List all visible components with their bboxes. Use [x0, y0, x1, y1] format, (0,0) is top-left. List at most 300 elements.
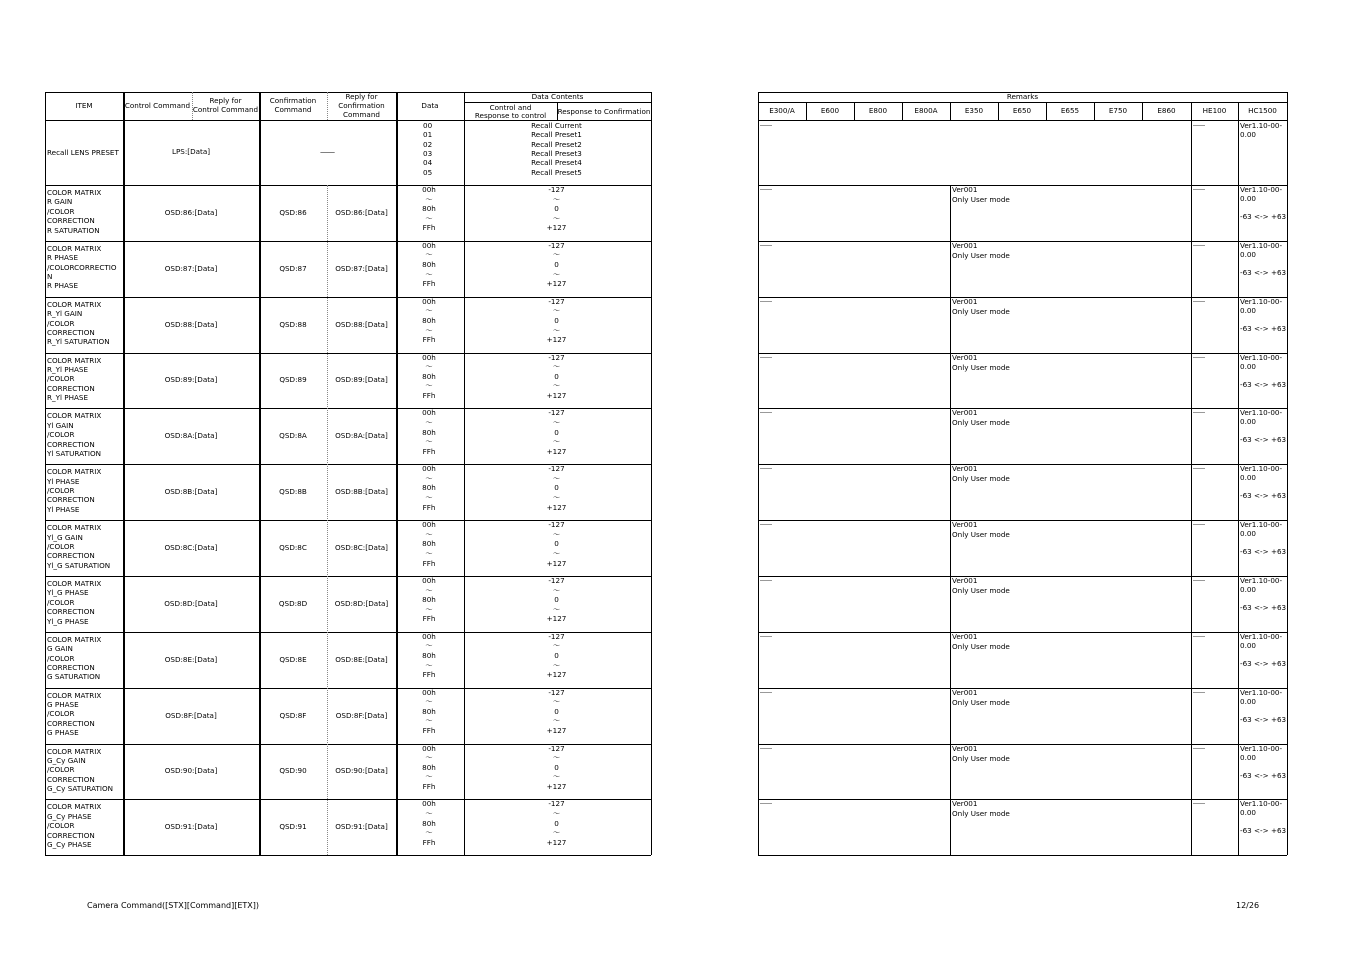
row-data-content: -127: [548, 743, 565, 753]
remarks-top-border: [758, 92, 1287, 93]
row-e300-dash: [760, 580, 772, 581]
row-data-value: 00h: [422, 185, 436, 194]
row-he100-dash: [1193, 692, 1205, 693]
recall-confirm-dash: ――: [320, 147, 335, 156]
row-confirmation-command: QSD:8F: [279, 710, 307, 720]
row-data-content: ～: [552, 529, 561, 539]
row-confirmation-command: QSD:90: [279, 766, 307, 776]
row-remark-mode: Only User mode: [952, 362, 1010, 372]
row-data-value: 80h: [422, 315, 436, 325]
row-e300-dash: [760, 803, 772, 804]
row-data-content: 0: [554, 706, 559, 716]
row-data-content: ～: [552, 697, 561, 707]
row-remark-mode: Only User mode: [952, 753, 1010, 763]
recall-content: Recall Current: [531, 121, 582, 130]
row-border: [45, 855, 651, 856]
row-reply-confirmation: OSD:87:[Data]: [335, 263, 388, 273]
row-data-value: FFh: [422, 279, 436, 289]
confirm-dotted-body: [327, 185, 328, 855]
row-data-value: 00h: [422, 631, 436, 641]
model-divider: [1142, 102, 1143, 120]
row-data-value: 80h: [422, 818, 436, 828]
row-data-value: ～: [425, 473, 433, 483]
row-item-label: R_Yl GAIN: [47, 309, 83, 319]
row-item-label: G PHASE: [47, 700, 79, 710]
row-data-content: +127: [546, 502, 567, 512]
row-he100-dash: [1193, 189, 1205, 190]
recall-he100-dash: [1193, 125, 1205, 126]
row-item-label: Yl_G PHASE: [47, 588, 89, 598]
row-remark-version: Ver001: [952, 464, 978, 474]
row-data-value: 80h: [422, 651, 436, 660]
confirm-dotted: [327, 92, 328, 120]
row-item-label: R SATURATION: [47, 225, 100, 235]
row-data-value: 80h: [422, 539, 436, 549]
row-control-command: OSD:89:[Data]: [164, 375, 218, 385]
row-data-value: 80h: [422, 427, 436, 437]
row-hc1500-range: -63 <-> +63: [1240, 770, 1287, 780]
row-item-label: CORRECTION: [47, 327, 95, 337]
row-control-command: OSD:8B:[Data]: [164, 487, 218, 497]
row-data-content: -127: [548, 240, 565, 250]
row-data-value: 00h: [422, 520, 436, 530]
row-item-label: COLOR MATRIX: [47, 243, 102, 253]
row-item-label: Yl_G GAIN: [47, 532, 83, 542]
recall-hc1500-version: Ver1.10-00-: [1240, 121, 1283, 130]
row-e300-dash: [760, 468, 772, 469]
row-item-label: /COLOR: [47, 653, 75, 663]
row-data-content: ～: [552, 716, 561, 726]
recall-content: Recall Preset5: [531, 167, 582, 177]
remarks-sub-line: [758, 102, 1287, 103]
row-data-value: 80h: [422, 762, 436, 772]
row-border-remarks: [758, 297, 1287, 298]
row-data-content: ～: [552, 325, 561, 335]
row-data-value: 00h: [422, 464, 436, 474]
header-model-he100: HE100: [1202, 106, 1227, 115]
row-confirmation-command: QSD:91: [279, 822, 307, 832]
row-data-content: +127: [546, 781, 567, 791]
row-e300-dash: [760, 301, 772, 302]
header-item: ITEM: [75, 101, 93, 110]
row-control-command: OSD:88:[Data]: [164, 319, 218, 329]
row-control-command: OSD:87:[Data]: [164, 263, 218, 273]
row-item-label: COLOR MATRIX: [47, 634, 102, 644]
row-border-remarks: [758, 632, 1287, 633]
row-border-remarks: [758, 799, 1287, 800]
recall-content: Recall Preset3: [531, 148, 582, 158]
row-border-remarks: [758, 353, 1287, 354]
row-data-value: ～: [425, 381, 433, 391]
recall-item-label: Recall LENS PRESET: [47, 148, 119, 157]
row-hc1500-version: Ver1.10-00-: [1240, 575, 1283, 585]
row-item-label: Yl SATURATION: [47, 449, 101, 458]
header-reply-control: Reply for: [209, 96, 242, 105]
row-data-content: ～: [552, 437, 561, 447]
row-item-label: N: [47, 272, 53, 282]
row-data-content: -127: [548, 464, 565, 474]
row-remark-version: Ver001: [952, 520, 978, 530]
row-data-content: +127: [546, 837, 567, 847]
row-data-content: ～: [552, 306, 561, 316]
row-data-value: FFh: [422, 670, 436, 680]
row-remark-version: Ver001: [952, 408, 978, 418]
row-reply-confirmation: OSD:8C:[Data]: [335, 543, 388, 553]
row-hc1500-version-2: 0.00: [1240, 640, 1257, 650]
row-hc1500-version-2: 0.00: [1240, 808, 1257, 818]
remarks-hc1500-border: [1238, 120, 1239, 855]
row-control-command: OSD:86:[Data]: [164, 207, 218, 217]
row-data-content: +127: [546, 390, 567, 400]
row-item-label: CORRECTION: [47, 439, 95, 449]
row-remark-version: Ver001: [952, 687, 978, 697]
row-hc1500-version-2: 0.00: [1240, 194, 1257, 203]
recall-data-value: 05: [423, 167, 433, 177]
row-data-value: ～: [425, 493, 433, 503]
row-item-label: CORRECTION: [47, 495, 95, 505]
row-data-content: ～: [552, 828, 561, 838]
row-item-label: COLOR MATRIX: [47, 523, 102, 533]
row-data-value: 80h: [422, 260, 436, 270]
row-he100-dash: [1193, 803, 1205, 804]
row-border-remarks: [758, 855, 1287, 856]
row-data-content: 0: [554, 371, 559, 381]
row-item-label: CORRECTION: [47, 216, 95, 226]
row-he100-dash: [1193, 524, 1205, 525]
row-data-value: 80h: [422, 371, 436, 381]
row-reply-confirmation: OSD:90:[Data]: [335, 766, 388, 776]
row-remark-mode: Only User mode: [952, 641, 1010, 651]
row-data-content: +127: [546, 614, 567, 624]
header-model-e655: E655: [1060, 106, 1080, 115]
model-divider: [1094, 102, 1095, 120]
row-data-value: ～: [425, 325, 433, 335]
row-data-value: ～: [425, 660, 433, 670]
row-item-label: COLOR MATRIX: [47, 411, 102, 421]
recall-data-value: 01: [423, 130, 433, 140]
row-item-label: /COLORCORRECTIO: [47, 262, 117, 272]
row-data-content: ～: [552, 585, 561, 595]
row-e300-dash: [760, 636, 772, 637]
row-data-content: ～: [552, 213, 561, 223]
row-item-label: R_Yl PHASE: [47, 393, 89, 403]
row-data-content: ～: [552, 194, 561, 204]
row-control-command: OSD:8E:[Data]: [164, 654, 218, 664]
row-data-content: ～: [552, 772, 561, 782]
row-data-content: 0: [554, 483, 559, 493]
header-model-e350: E350: [964, 106, 984, 115]
row-hc1500-version: Ver1.10-00-: [1240, 631, 1283, 641]
row-item-label: R PHASE: [47, 281, 79, 291]
row-hc1500-range: -63 <-> +63: [1240, 379, 1287, 389]
row-item-label: R_Yl PHASE: [47, 364, 89, 374]
row-hc1500-range: -63 <-> +63: [1240, 323, 1287, 333]
row-item-label: COLOR MATRIX: [47, 690, 102, 700]
header-reply-confirmation: Reply for: [345, 92, 378, 101]
row-data-value: 00h: [422, 296, 436, 306]
data-column-border: [464, 92, 465, 855]
header-reply-control-2: Control Command: [192, 105, 259, 114]
row-data-value: ～: [425, 529, 433, 539]
row-item-label: Yl PHASE: [47, 504, 80, 514]
row-e300-dash: [760, 357, 772, 358]
row-reply-confirmation: OSD:8B:[Data]: [335, 487, 388, 497]
row-data-content: +127: [546, 446, 567, 456]
row-item-label: Yl PHASE: [47, 476, 80, 486]
row-remark-mode: Only User mode: [952, 809, 1010, 819]
row-data-value: 00h: [422, 575, 436, 585]
row-item-label: CORRECTION: [47, 607, 95, 617]
row-data-value: FFh: [422, 726, 436, 736]
row-data-value: FFh: [422, 837, 436, 847]
row-data-content: +127: [546, 279, 567, 289]
recall-data-value: 02: [423, 139, 433, 149]
table-top-border: [45, 92, 651, 93]
row-item-label: COLOR MATRIX: [47, 188, 102, 197]
row-item-label: G_Cy GAIN: [47, 755, 86, 765]
row-data-value: ～: [425, 641, 433, 651]
footer-title: Camera Command([STX][Command][ETX]): [87, 901, 260, 910]
row-hc1500-range: -63 <-> +63: [1240, 547, 1287, 557]
row-e300-dash: [760, 524, 772, 525]
row-confirmation-command: QSD:89: [279, 375, 307, 385]
row-he100-dash: [1193, 357, 1205, 358]
header-confirmation: Confirmation: [269, 96, 317, 105]
row-data-content: +127: [546, 335, 567, 345]
row-hc1500-version: Ver1.10-00-: [1240, 687, 1283, 697]
row-data-value: 80h: [422, 483, 436, 493]
row-hc1500-version-2: 0.00: [1240, 696, 1257, 706]
page-number: 12/26: [1236, 901, 1260, 910]
recall-content: Recall Preset4: [531, 158, 582, 168]
row-item-label: Yl_G PHASE: [47, 616, 89, 626]
header-reply-confirmation-3: Command: [343, 110, 380, 119]
row-data-content: 0: [554, 315, 559, 325]
row-control-command: OSD:8F:[Data]: [165, 710, 217, 720]
row-data-content: -127: [548, 185, 565, 194]
row-item-label: COLOR MATRIX: [47, 746, 102, 756]
row-data-content: -127: [548, 296, 565, 306]
row-remark-mode: Only User mode: [952, 530, 1010, 540]
remarks-he100-border: [1191, 120, 1192, 855]
row-hc1500-version-2: 0.00: [1240, 361, 1257, 371]
row-data-content: 0: [554, 260, 559, 270]
row-control-command: OSD:90:[Data]: [164, 766, 218, 776]
row-data-content: -127: [548, 575, 565, 585]
contents-divider: [557, 102, 558, 120]
row-data-value: 00h: [422, 240, 436, 250]
row-remark-version: Ver001: [952, 185, 978, 194]
row-hc1500-version: Ver1.10-00-: [1240, 408, 1283, 418]
row-data-content: 0: [554, 762, 559, 772]
row-border-remarks: [758, 185, 1287, 186]
row-e300-dash: [760, 692, 772, 693]
row-he100-dash: [1193, 748, 1205, 749]
row-he100-dash: [1193, 468, 1205, 469]
row-data-content: -127: [548, 520, 565, 530]
row-confirmation-command: QSD:8E: [279, 654, 307, 664]
row-data-content: ～: [552, 808, 561, 818]
row-data-content: 0: [554, 595, 559, 605]
row-remark-mode: Only User mode: [952, 250, 1010, 260]
row-item-label: Yl_G SATURATION: [47, 560, 111, 570]
row-border-remarks: [758, 241, 1287, 242]
row-remark-version: Ver001: [952, 799, 978, 809]
row-hc1500-version: Ver1.10-00-: [1240, 520, 1283, 530]
header-model-e300a: E300/A: [769, 106, 795, 115]
row-data-value: ～: [425, 194, 433, 204]
row-data-value: ～: [425, 269, 433, 279]
row-item-label: /COLOR: [47, 486, 75, 496]
row-hc1500-version: Ver1.10-00-: [1240, 352, 1283, 362]
header-model-hc1500: HC1500: [1248, 106, 1277, 115]
header-model-e800: E800: [868, 106, 888, 115]
data-contents-border: [651, 92, 652, 855]
row-remark-mode: Only User mode: [952, 418, 1010, 428]
header-control-response-2: Response to control: [474, 111, 547, 120]
row-data-content: ～: [552, 381, 561, 391]
row-data-content: 0: [554, 818, 559, 828]
remarks-e350-border: [950, 185, 951, 855]
control-column-border-double: [260, 92, 261, 855]
row-control-command: OSD:8D:[Data]: [164, 598, 218, 608]
row-remark-mode: Only User mode: [952, 585, 1010, 595]
row-data-value: ～: [425, 772, 433, 782]
recall-data-value: 00: [423, 121, 433, 130]
recall-hc1500-version-2: 0.00: [1240, 130, 1257, 139]
row-data-value: 80h: [422, 595, 436, 605]
item-column-border-double: [124, 92, 125, 855]
row-remark-mode: Only User mode: [952, 195, 1010, 204]
model-divider: [1238, 102, 1239, 120]
row-item-label: CORRECTION: [47, 663, 95, 672]
row-data-value: ～: [425, 604, 433, 614]
row-hc1500-version: Ver1.10-00-: [1240, 185, 1283, 194]
row-item-label: G_Cy SATURATION: [47, 784, 114, 794]
row-e300-dash: [760, 245, 772, 246]
model-divider: [1191, 102, 1192, 120]
row-confirmation-command: QSD:8A: [279, 431, 307, 441]
row-hc1500-range: -63 <-> +63: [1240, 267, 1287, 277]
row-data-content: +127: [546, 726, 567, 736]
row-data-value: ～: [425, 753, 433, 763]
row-item-label: /COLOR: [47, 430, 75, 440]
row-item-label: /COLOR: [47, 374, 75, 384]
row-data-value: FFh: [422, 502, 436, 512]
row-data-content: 0: [554, 539, 559, 549]
row-item-label: R GAIN: [47, 197, 73, 207]
header-confirmation-2: Command: [274, 105, 312, 114]
table-right-border: [1287, 92, 1288, 855]
row-data-content: -127: [548, 352, 565, 362]
row-item-label: /COLOR: [47, 206, 75, 216]
row-item-label: R_Yl SATURATION: [47, 337, 110, 347]
row-data-value: FFh: [422, 390, 436, 400]
row-item-label: COLOR MATRIX: [47, 802, 102, 812]
header-control-response: Control and: [489, 103, 532, 112]
row-confirmation-command: QSD:8C: [279, 543, 307, 553]
row-data-value: ～: [425, 306, 433, 316]
row-item-label: COLOR MATRIX: [47, 578, 102, 588]
row-item-label: Yl GAIN: [47, 420, 74, 430]
recall-data-value: 04: [423, 158, 433, 168]
row-data-content: -127: [548, 687, 565, 697]
row-item-label: /COLOR: [47, 318, 75, 328]
row-hc1500-range: -63 <-> +63: [1240, 658, 1287, 668]
row-hc1500-version-2: 0.00: [1240, 752, 1257, 762]
row-remark-version: Ver001: [952, 240, 978, 250]
row-he100-dash: [1193, 301, 1205, 302]
row-border-remarks: [758, 744, 1287, 745]
row-data-value: ～: [425, 437, 433, 447]
model-divider: [806, 102, 807, 120]
row-item-label: COLOR MATRIX: [47, 355, 102, 365]
row-hc1500-range: -63 <-> +63: [1240, 826, 1287, 836]
header-bottom-border-remarks: [758, 120, 1287, 121]
row-item-label: R PHASE: [47, 253, 79, 263]
row-control-command: OSD:8A:[Data]: [164, 431, 218, 441]
row-data-value: ～: [425, 828, 433, 838]
row-data-content: +127: [546, 558, 567, 568]
row-he100-dash: [1193, 580, 1205, 581]
row-control-command: OSD:8C:[Data]: [164, 543, 218, 553]
row-he100-dash: [1193, 636, 1205, 637]
recall-content: Recall Preset1: [531, 130, 582, 140]
control-reply-dotted: [192, 92, 193, 120]
row-item-label: COLOR MATRIX: [47, 299, 102, 309]
row-hc1500-version: Ver1.10-00-: [1240, 743, 1283, 753]
model-divider: [1046, 102, 1047, 120]
header-model-e860: E860: [1157, 106, 1176, 115]
row-reply-confirmation: OSD:86:[Data]: [335, 207, 388, 217]
recall-content: Recall Preset2: [531, 139, 582, 149]
row-data-content: ～: [552, 473, 561, 483]
header-data: Data: [421, 101, 439, 110]
row-confirmation-command: QSD:88: [279, 319, 307, 329]
row-data-content: ～: [552, 753, 561, 763]
row-remark-version: Ver001: [952, 296, 978, 306]
row-item-label: CORRECTION: [47, 551, 95, 561]
row-data-value: ～: [425, 808, 433, 818]
row-data-value: ～: [425, 250, 433, 260]
header-response-confirmation: Response to Confirmation: [557, 107, 651, 116]
model-divider: [854, 102, 855, 120]
row-reply-confirmation: OSD:8E:[Data]: [335, 654, 388, 664]
row-hc1500-version-2: 0.00: [1240, 473, 1257, 483]
row-item-label: G SATURATION: [47, 672, 101, 682]
row-hc1500-version-2: 0.00: [1240, 529, 1257, 539]
row-data-content: ～: [552, 641, 561, 651]
row-reply-confirmation: OSD:91:[Data]: [335, 822, 388, 832]
row-hc1500-version: Ver1.10-00-: [1240, 464, 1283, 474]
row-data-value: 80h: [422, 204, 436, 214]
row-remark-mode: Only User mode: [952, 306, 1010, 316]
row-reply-confirmation: OSD:8A:[Data]: [335, 431, 388, 441]
row-data-value: ～: [425, 213, 433, 223]
row-hc1500-range: -63 <-> +63: [1240, 602, 1287, 612]
row-item-label: G GAIN: [47, 644, 73, 654]
header-model-e750: E750: [1108, 106, 1128, 115]
row-item-label: /COLOR: [47, 709, 75, 719]
row-data-content: -127: [548, 631, 565, 641]
row-data-value: 00h: [422, 743, 436, 753]
row-data-content: ～: [552, 660, 561, 670]
row-data-content: 0: [554, 651, 559, 660]
row-border-remarks: [758, 688, 1287, 689]
row-item-label: G PHASE: [47, 728, 79, 738]
row-hc1500-version-2: 0.00: [1240, 584, 1257, 594]
row-confirmation-command: QSD:87: [279, 263, 307, 273]
